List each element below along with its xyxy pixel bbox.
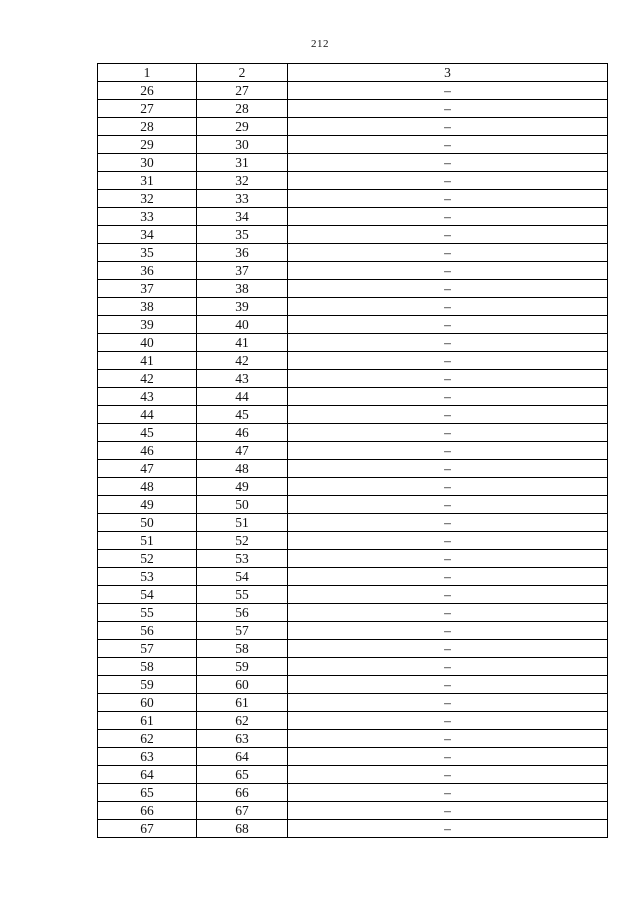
table-cell-col-3: – xyxy=(288,136,608,154)
table-cell-col-3: – xyxy=(288,172,608,190)
table-cell-col-1: 43 xyxy=(98,388,197,406)
table-cell-col-3: – xyxy=(288,208,608,226)
table-cell-col-3: – xyxy=(288,298,608,316)
table-cell-col-2: 60 xyxy=(197,676,288,694)
table-cell-col-1: 57 xyxy=(98,640,197,658)
table-cell-col-3: – xyxy=(288,514,608,532)
table-cell-col-1: 52 xyxy=(98,550,197,568)
table-cell-col-1: 44 xyxy=(98,406,197,424)
table-cell-col-2: 43 xyxy=(197,370,288,388)
table-cell-col-2: 40 xyxy=(197,316,288,334)
table-cell-col-1: 31 xyxy=(98,172,197,190)
table-row xyxy=(98,208,608,226)
table-header-row xyxy=(98,64,608,82)
column-header-1: 1 xyxy=(98,64,197,82)
table-cell-col-2: 55 xyxy=(197,586,288,604)
table-cell-col-3: – xyxy=(288,244,608,262)
table-cell-col-2: 49 xyxy=(197,478,288,496)
table-cell-col-3: – xyxy=(288,388,608,406)
table-row xyxy=(98,766,608,784)
table-cell-col-3: – xyxy=(288,640,608,658)
table-cell-col-2: 57 xyxy=(197,622,288,640)
table-row xyxy=(98,694,608,712)
table-cell-col-3: – xyxy=(288,658,608,676)
table-cell-col-2: 36 xyxy=(197,244,288,262)
table-cell-col-2: 46 xyxy=(197,424,288,442)
table-cell-col-2: 44 xyxy=(197,388,288,406)
table-cell-col-1: 32 xyxy=(98,190,197,208)
table-cell-col-3: – xyxy=(288,100,608,118)
table-row xyxy=(98,496,608,514)
table-body xyxy=(98,82,608,838)
table-row xyxy=(98,604,608,622)
table-cell-col-1: 45 xyxy=(98,424,197,442)
table-cell-col-3: – xyxy=(288,802,608,820)
table-cell-col-3: – xyxy=(288,712,608,730)
table-cell-col-3: – xyxy=(288,190,608,208)
table-row xyxy=(98,820,608,838)
table-cell-col-3: – xyxy=(288,766,608,784)
table-cell-col-1: 66 xyxy=(98,802,197,820)
table-cell-col-3: – xyxy=(288,424,608,442)
table-row xyxy=(98,370,608,388)
table-cell-col-2: 47 xyxy=(197,442,288,460)
table-row xyxy=(98,478,608,496)
table-row xyxy=(98,802,608,820)
table-cell-col-2: 42 xyxy=(197,352,288,370)
table-cell-col-2: 63 xyxy=(197,730,288,748)
table-cell-col-1: 26 xyxy=(98,82,197,100)
table-row xyxy=(98,82,608,100)
table-row xyxy=(98,226,608,244)
table-row xyxy=(98,280,608,298)
table-cell-col-3: – xyxy=(288,784,608,802)
table-row xyxy=(98,532,608,550)
table-cell-col-1: 53 xyxy=(98,568,197,586)
table-cell-col-1: 40 xyxy=(98,334,197,352)
table-row xyxy=(98,568,608,586)
table-row xyxy=(98,190,608,208)
table-cell-col-2: 38 xyxy=(197,280,288,298)
table-cell-col-1: 56 xyxy=(98,622,197,640)
table-cell-col-1: 39 xyxy=(98,316,197,334)
table-cell-col-3: – xyxy=(288,622,608,640)
table-cell-col-3: – xyxy=(288,352,608,370)
table-cell-col-2: 41 xyxy=(197,334,288,352)
table-row xyxy=(98,784,608,802)
table-cell-col-2: 51 xyxy=(197,514,288,532)
table-row xyxy=(98,298,608,316)
table-cell-col-2: 35 xyxy=(197,226,288,244)
data-table xyxy=(97,63,608,838)
table-cell-col-2: 61 xyxy=(197,694,288,712)
table-row xyxy=(98,622,608,640)
table-cell-col-1: 47 xyxy=(98,460,197,478)
table-row xyxy=(98,730,608,748)
table-cell-col-3: – xyxy=(288,226,608,244)
table-row xyxy=(98,262,608,280)
table-cell-col-3: – xyxy=(288,676,608,694)
table-cell-col-1: 62 xyxy=(98,730,197,748)
table-cell-col-3: – xyxy=(288,118,608,136)
table-row xyxy=(98,100,608,118)
table-cell-col-1: 37 xyxy=(98,280,197,298)
table-cell-col-2: 33 xyxy=(197,190,288,208)
table-cell-col-2: 52 xyxy=(197,532,288,550)
table-cell-col-2: 56 xyxy=(197,604,288,622)
table-cell-col-1: 63 xyxy=(98,748,197,766)
table-cell-col-3: – xyxy=(288,442,608,460)
table-cell-col-1: 49 xyxy=(98,496,197,514)
table-cell-col-1: 64 xyxy=(98,766,197,784)
table-cell-col-3: – xyxy=(288,154,608,172)
table-row xyxy=(98,388,608,406)
table-cell-col-1: 61 xyxy=(98,712,197,730)
table-cell-col-1: 54 xyxy=(98,586,197,604)
column-header-2: 2 xyxy=(197,64,288,82)
table-row xyxy=(98,424,608,442)
table-cell-col-2: 30 xyxy=(197,136,288,154)
table-row xyxy=(98,712,608,730)
table-cell-col-2: 27 xyxy=(197,82,288,100)
table-cell-col-3: – xyxy=(288,730,608,748)
table-row xyxy=(98,676,608,694)
table-row xyxy=(98,244,608,262)
table-cell-col-2: 62 xyxy=(197,712,288,730)
table-cell-col-1: 29 xyxy=(98,136,197,154)
table-cell-col-1: 48 xyxy=(98,478,197,496)
table-row xyxy=(98,154,608,172)
table-row xyxy=(98,442,608,460)
table-row xyxy=(98,586,608,604)
table-cell-col-3: – xyxy=(288,604,608,622)
column-header-3: 3 xyxy=(288,64,608,82)
table-cell-col-3: – xyxy=(288,496,608,514)
table-cell-col-3: – xyxy=(288,478,608,496)
table-cell-col-1: 67 xyxy=(98,820,197,838)
table-cell-col-1: 55 xyxy=(98,604,197,622)
table-cell-col-3: – xyxy=(288,316,608,334)
table-cell-col-2: 48 xyxy=(197,460,288,478)
table-row xyxy=(98,352,608,370)
table-cell-col-2: 45 xyxy=(197,406,288,424)
table-cell-col-2: 67 xyxy=(197,802,288,820)
table-cell-col-1: 46 xyxy=(98,442,197,460)
table-cell-col-3: – xyxy=(288,820,608,838)
table-cell-col-1: 27 xyxy=(98,100,197,118)
table-cell-col-1: 28 xyxy=(98,118,197,136)
table-cell-col-2: 66 xyxy=(197,784,288,802)
table-cell-col-1: 41 xyxy=(98,352,197,370)
table-row xyxy=(98,514,608,532)
table-cell-col-1: 51 xyxy=(98,532,197,550)
table-cell-col-1: 58 xyxy=(98,658,197,676)
table-cell-col-2: 34 xyxy=(197,208,288,226)
table-cell-col-1: 35 xyxy=(98,244,197,262)
table-cell-col-2: 29 xyxy=(197,118,288,136)
table-row xyxy=(98,334,608,352)
table-cell-col-2: 53 xyxy=(197,550,288,568)
table-cell-col-1: 34 xyxy=(98,226,197,244)
table-cell-col-2: 37 xyxy=(197,262,288,280)
table-row xyxy=(98,172,608,190)
table-row xyxy=(98,550,608,568)
table-row xyxy=(98,118,608,136)
table-cell-col-3: – xyxy=(288,586,608,604)
table-cell-col-2: 65 xyxy=(197,766,288,784)
table-row xyxy=(98,640,608,658)
table-cell-col-1: 30 xyxy=(98,154,197,172)
table-cell-col-2: 64 xyxy=(197,748,288,766)
table-row xyxy=(98,748,608,766)
table-cell-col-3: – xyxy=(288,280,608,298)
table-cell-col-1: 65 xyxy=(98,784,197,802)
table-cell-col-3: – xyxy=(288,406,608,424)
table-cell-col-1: 33 xyxy=(98,208,197,226)
table-cell-col-2: 39 xyxy=(197,298,288,316)
table-cell-col-3: – xyxy=(288,748,608,766)
table-row xyxy=(98,460,608,478)
table-row xyxy=(98,658,608,676)
table-cell-col-3: – xyxy=(288,694,608,712)
table-row xyxy=(98,316,608,334)
table-cell-col-3: – xyxy=(288,460,608,478)
table-cell-col-1: 50 xyxy=(98,514,197,532)
table-cell-col-3: – xyxy=(288,370,608,388)
table-cell-col-2: 31 xyxy=(197,154,288,172)
table-cell-col-2: 68 xyxy=(197,820,288,838)
table-cell-col-3: – xyxy=(288,82,608,100)
table-cell-col-2: 28 xyxy=(197,100,288,118)
table-cell-col-2: 50 xyxy=(197,496,288,514)
page-number: 212 xyxy=(311,38,329,50)
table-cell-col-3: – xyxy=(288,334,608,352)
table-cell-col-3: – xyxy=(288,550,608,568)
table-cell-col-2: 54 xyxy=(197,568,288,586)
table-cell-col-1: 38 xyxy=(98,298,197,316)
table-cell-col-2: 32 xyxy=(197,172,288,190)
table-cell-col-3: – xyxy=(288,262,608,280)
table-cell-col-3: – xyxy=(288,568,608,586)
table-cell-col-3: – xyxy=(288,532,608,550)
table-cell-col-1: 59 xyxy=(98,676,197,694)
table-row xyxy=(98,136,608,154)
table-cell-col-2: 59 xyxy=(197,658,288,676)
table-row xyxy=(98,406,608,424)
table-cell-col-1: 36 xyxy=(98,262,197,280)
table-cell-col-2: 58 xyxy=(197,640,288,658)
table-cell-col-1: 42 xyxy=(98,370,197,388)
table-cell-col-1: 60 xyxy=(98,694,197,712)
